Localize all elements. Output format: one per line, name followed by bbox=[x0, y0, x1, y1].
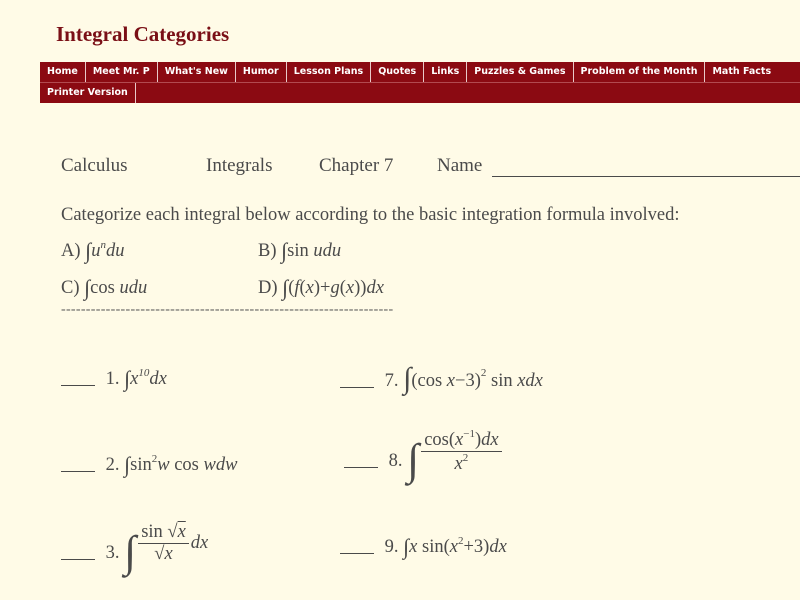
option-b-label: B) bbox=[258, 241, 277, 261]
problem-2-integral: $\int\sin^2w$ cos wdw bbox=[124, 452, 238, 477]
option-d bbox=[258, 273, 384, 299]
problem-7-integral: ∫(cos x−3)$^2$ sin xdx bbox=[403, 362, 543, 395]
topic-label: Integrals bbox=[206, 155, 273, 176]
page-title: Integral Categories bbox=[56, 22, 230, 46]
nav-problem-of-the-month[interactable]: Problem of the Month bbox=[574, 62, 706, 82]
problem-9-integral: ∫x $\sin(x^2+3)dx$ bbox=[403, 534, 507, 559]
option-c bbox=[61, 273, 147, 299]
nav-home[interactable]: Home bbox=[40, 62, 86, 82]
nav-math-facts[interactable]: Math Facts bbox=[712, 66, 772, 77]
answer-blank[interactable] bbox=[340, 387, 374, 388]
nav-meet-mr-p[interactable]: Meet Mr. P bbox=[86, 62, 158, 82]
option-a-label: A) bbox=[61, 241, 81, 261]
problem-7 bbox=[340, 360, 543, 394]
chapter-label: Chapter 7 bbox=[319, 155, 394, 176]
problem-3-integral: ∫ $\frac{\sin √x}{√x}$ dx bbox=[124, 522, 209, 576]
problem-1 bbox=[61, 364, 167, 390]
option-c-label: C) bbox=[61, 278, 80, 298]
answer-blank[interactable] bbox=[61, 471, 95, 472]
problem-number: 8. bbox=[388, 451, 403, 471]
problem-number: 9. bbox=[384, 537, 399, 557]
instructions: Categorize each integral below according to the basic integration formula involved: bbox=[61, 205, 680, 225]
main-navbar bbox=[40, 62, 800, 103]
nav-links[interactable]: Links bbox=[424, 62, 467, 82]
problem-number: 1. bbox=[105, 369, 120, 389]
option-d-label: D) bbox=[258, 278, 278, 298]
problem-number: 3. bbox=[105, 543, 120, 563]
nav-printer-version[interactable]: Printer Version bbox=[40, 83, 136, 103]
problem-8-integral: ∫ $\frac{\cos(x^{-1})dx}{x^2}$ bbox=[407, 426, 503, 477]
option-b-formula: ∫sin udu bbox=[281, 238, 342, 263]
answer-blank[interactable] bbox=[340, 553, 374, 554]
option-a-formula: $\int u^ndu$ bbox=[85, 238, 125, 263]
course-label: Calculus bbox=[61, 155, 128, 176]
problem-8 bbox=[344, 426, 504, 484]
nav-whats-new[interactable]: What's New bbox=[158, 62, 236, 82]
name-blank-line bbox=[492, 176, 800, 177]
nav-row-secondary bbox=[40, 82, 800, 103]
nav-puzzles-games[interactable]: Puzzles & Games bbox=[467, 62, 573, 82]
option-b bbox=[258, 236, 341, 262]
problem-number: 2. bbox=[105, 455, 120, 475]
name-label: Name bbox=[437, 155, 483, 176]
problem-2 bbox=[61, 450, 237, 476]
answer-blank[interactable] bbox=[61, 385, 95, 386]
answer-blank[interactable] bbox=[61, 559, 95, 560]
option-c-formula: ∫cos udu bbox=[84, 275, 148, 300]
problem-9 bbox=[340, 532, 507, 558]
problem-number: 7. bbox=[384, 371, 399, 391]
problem-3 bbox=[61, 518, 209, 576]
separator: ------------------------------------------------------------------- bbox=[61, 302, 394, 317]
answer-blank[interactable] bbox=[344, 467, 378, 468]
problem-1-integral: $\int x^{10}dx$ bbox=[124, 366, 167, 391]
nav-quotes[interactable]: Quotes bbox=[371, 62, 424, 82]
nav-lesson-plans[interactable]: Lesson Plans bbox=[287, 62, 371, 82]
nav-row-primary bbox=[40, 62, 800, 82]
option-d-formula: ∫(f(x)+g(x))dx bbox=[282, 275, 384, 300]
nav-humor[interactable]: Humor bbox=[236, 62, 287, 82]
option-a bbox=[61, 236, 124, 262]
